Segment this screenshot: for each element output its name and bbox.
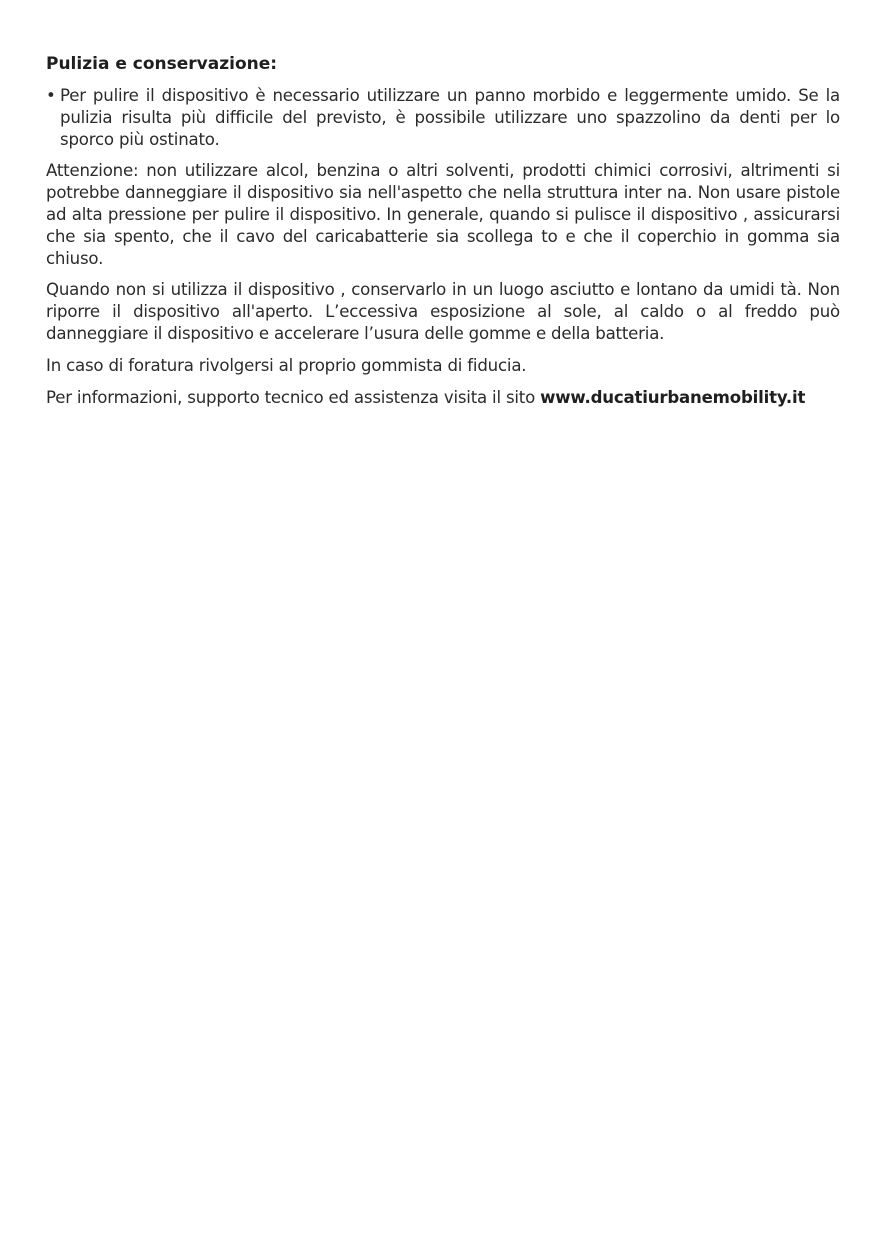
cleaning-bullet bbox=[46, 85, 840, 150]
puncture-paragraph: In caso di foratura rivolgersi al proprio gommista di fiducia. bbox=[46, 355, 527, 375]
document-page bbox=[46, 52, 840, 418]
section-heading: Pulizia e conservazione: bbox=[46, 54, 278, 74]
website-link[interactable]: www.ducatiurbanemobility.it bbox=[540, 387, 806, 407]
warning-paragraph: Attenzione: non utilizzare alcol, benzina o altri solventi, prodotti chimici corrosivi, altrimenti si potrebbe danneggiare il dispositivo sia nell'aspetto che nella struttura inter na. Non usare pistole ad alta pressione per pulire il dispositivo. In generale, quando si pulisce il dispositivo , assicurarsi che sia spento, che il cavo del caricabatterie sia scollega to e che il coperchio in gomma sia chiuso. bbox=[46, 161, 840, 268]
cleaning-instructions: Per pulire il dispositivo è necessario utilizzare un panno morbido e leggermente umido. Se la pulizia risulta più difficile del previsto, è possibile utilizzare uno spazzolino da denti per lo sporco più ostinato. bbox=[60, 86, 840, 149]
info-paragraph bbox=[46, 387, 840, 409]
storage-paragraph: Quando non si utilizza il dispositivo , conservarlo in un luogo asciutto e lontano da umidi tà. Non riporre il dispositivo all'aperto. L’eccessiva esposizione al sole, al caldo o al freddo può danneggiare il dispositivo e accelerare l’usura delle gomme e della batteria. bbox=[46, 280, 840, 343]
info-text: Per informazioni, supporto tecnico ed assistenza visita il sito bbox=[46, 387, 541, 407]
bullet-mark: • bbox=[46, 86, 56, 105]
